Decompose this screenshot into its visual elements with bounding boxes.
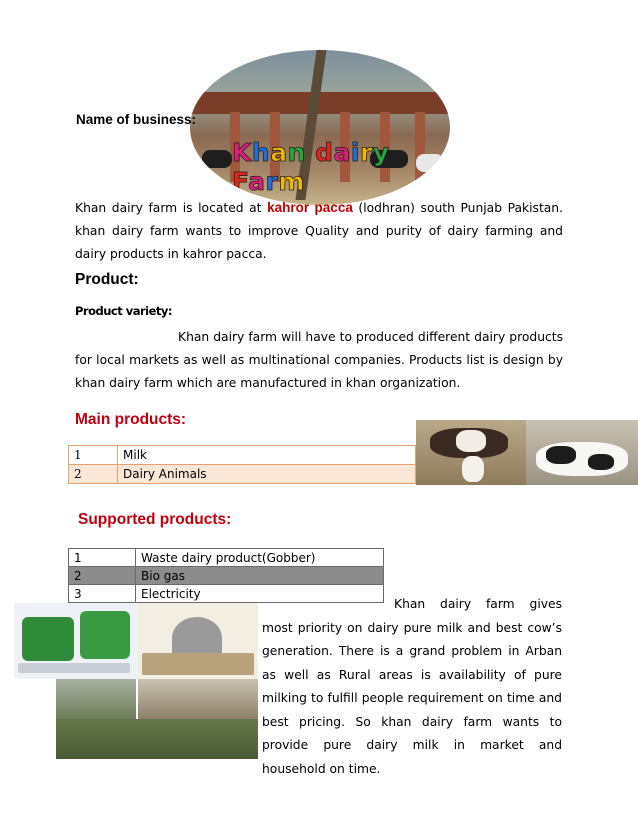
closing-paragraph — [262, 593, 562, 781]
location-highlight: kahror pacca — [267, 200, 353, 215]
product-name: Electricity — [136, 585, 384, 603]
table-row — [69, 446, 416, 465]
product-name: Bio gas — [136, 567, 384, 585]
biogas-collage-image — [14, 603, 258, 759]
supported-products-heading: Supported products: — [78, 511, 232, 528]
intro-text-end: (lodhran) south Punjab Pakistan. khan dairy farm wants to improve Quality and purity of dairy farming and dairy products in kahror pacca. — [75, 201, 563, 261]
closing-text: Khan dairy farm gives most priority on dairy pure milk and best cow’s generation. There is a grand problem in Arban as well as Rural areas is availability of pure milking to fulfill people requirement on time and best pricing. So khan dairy farm wants to provide pure dairy milk in market and household on time. — [262, 597, 562, 776]
farm-field-photo-2 — [138, 679, 258, 719]
generator-photo — [14, 603, 138, 679]
milking-cow-photo — [416, 420, 526, 485]
product-heading: Product: — [75, 271, 139, 288]
product-name: Dairy Animals — [118, 465, 416, 484]
product-variety-paragraph: Khan dairy farm will have to produced different dairy products for local markets as well as multinational companies. Products list is design by khan dairy farm which are manufactured in khan organization. — [75, 330, 563, 390]
row-number: 2 — [69, 465, 118, 484]
intro-paragraph — [75, 196, 563, 266]
table-row — [69, 465, 416, 484]
main-products-heading: Main products: — [75, 411, 187, 428]
main-products-table — [68, 445, 416, 484]
table-row — [69, 567, 384, 585]
product-variety-subheading: Product variety: — [75, 304, 172, 318]
business-logo-text: Khan dairy Farm — [232, 138, 390, 196]
farm-field-photo-3 — [56, 719, 258, 759]
business-name-label: Name of business: — [76, 112, 197, 127]
row-number: 1 — [69, 549, 136, 567]
farm-field-photo-1 — [56, 679, 136, 719]
biogas-plant-diagram — [138, 603, 258, 679]
product-name: Milk — [118, 446, 416, 465]
header-farm-photo — [190, 50, 450, 205]
intro-text-start: Khan dairy farm is located at — [75, 201, 268, 215]
resting-cow-photo — [526, 420, 638, 485]
table-row — [69, 549, 384, 567]
row-number: 1 — [69, 446, 118, 465]
row-number: 2 — [69, 567, 136, 585]
row-number: 3 — [69, 585, 136, 603]
product-name: Waste dairy product(Gobber) — [136, 549, 384, 567]
